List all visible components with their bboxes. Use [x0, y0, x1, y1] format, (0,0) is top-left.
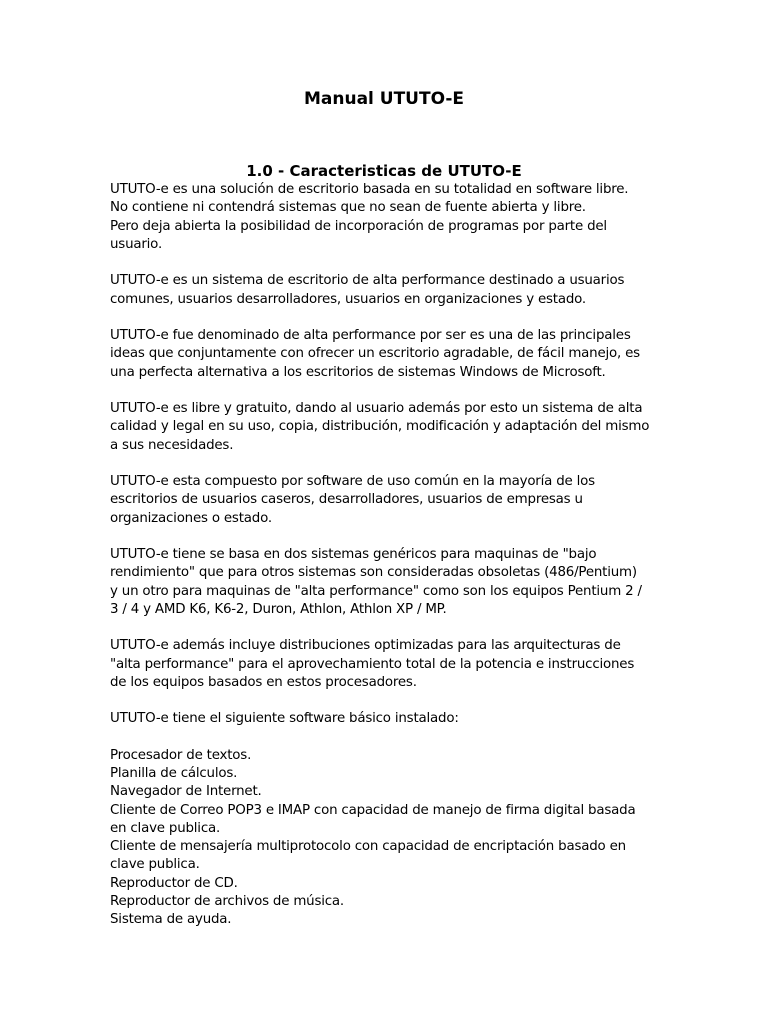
paragraph: [110, 400, 670, 455]
list-item: clave publica.: [110, 857, 200, 873]
text-line: UTUTO-e es una solución de escritorio basada en su totalidad en software libre.: [110, 182, 629, 197]
document-body: [110, 181, 670, 929]
text-line: rendimiento" que para otros sistemas son consideradas obsoletas (486/Pentium): [110, 565, 637, 581]
list-item: Reproductor de CD.: [110, 875, 238, 891]
paragraph: [110, 327, 670, 382]
text-line: No contiene ni contendrá sistemas que no sean de fuente abierta y libre.: [110, 200, 586, 216]
list-item: en clave publica.: [110, 820, 221, 836]
paragraph: [110, 181, 670, 254]
text-line: Pero deja abierta la posibilidad de incorporación de programas por parte del: [110, 218, 607, 234]
list-item: Cliente de mensajería multiprotocolo con capacidad de encriptación basado en: [110, 839, 626, 854]
text-line: ideas que conjuntamente con ofrecer un escritorio agradable, de fácil manejo, es: [110, 346, 640, 362]
software-list: [110, 747, 670, 930]
text-line: UTUTO-e es un sistema de escritorio de alta performance destinado a usuarios: [110, 273, 625, 289]
text-line: usuario.: [110, 236, 162, 252]
text-line: "alta performance" para el aprovechamiento total de la potencia e instrucciones: [110, 656, 635, 672]
text-line: y un otro para maquinas de "alta performance" como son los equipos Pentium 2 /: [110, 583, 642, 599]
text-line: UTUTO-e tiene se basa en dos sistemas genéricos para maquinas de "bajo: [110, 547, 597, 562]
paragraph: [110, 473, 670, 528]
text-line: UTUTO-e además incluye distribuciones optimizadas para las arquitecturas de: [110, 638, 621, 654]
paragraph: [110, 710, 670, 728]
text-line: escritorios de usuarios caseros, desarrolladores, usuarios de empresas u: [110, 492, 583, 508]
paragraph: [110, 637, 670, 692]
list-item: Planilla de cálculos.: [110, 766, 238, 781]
text-line: a sus necesidades.: [110, 437, 234, 453]
section-heading: 1.0 - Caracteristicas de UTUTO-E: [246, 162, 522, 180]
text-line: comunes, usuarios desarrolladores, usuarios en organizaciones y estado.: [110, 291, 586, 307]
list-item: Sistema de ayuda.: [110, 912, 232, 927]
text-line: organizaciones o estado.: [110, 510, 272, 526]
list-item: Reproductor de archivos de música.: [110, 893, 344, 909]
text-line: una perfecta alternativa a los escritorios de sistemas Windows de Microsoft.: [110, 364, 606, 380]
paragraph: [110, 272, 670, 309]
text-line: UTUTO-e es libre y gratuito, dando al usuario además por esto un sistema de alta: [110, 401, 643, 416]
list-item: Navegador de Internet.: [110, 784, 262, 800]
text-line: UTUTO-e esta compuesto por software de uso común en la mayoría de los: [110, 474, 595, 489]
document-title: Manual UTUTO-E: [303, 89, 465, 109]
text-line: calidad y legal en su uso, copia, distribución, modificación y adaptación del mismo: [110, 419, 650, 435]
text-line: de los equipos basados en estos procesadores.: [110, 674, 417, 690]
text-line: UTUTO-e tiene el siguiente software básico instalado:: [110, 711, 459, 727]
list-item: Cliente de Correo POP3 e IMAP con capacidad de manejo de firma digital basada: [110, 802, 636, 818]
list-item: Procesador de textos.: [110, 747, 252, 763]
paragraph: [110, 546, 670, 619]
text-line: UTUTO-e fue denominado de alta performance por ser es una de las principales: [110, 328, 631, 343]
text-line: 3 / 4 y AMD K6, K6-2, Duron, Athlon, Athlon XP / MP.: [110, 601, 447, 617]
